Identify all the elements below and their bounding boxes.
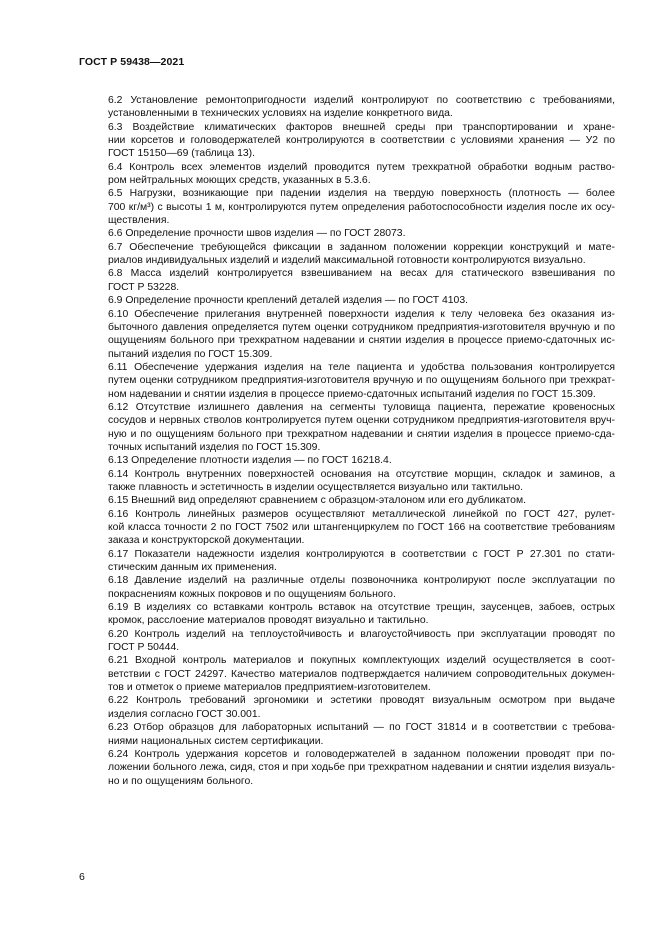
document-header: ГОСТ Р 59438—2021 xyxy=(79,56,185,68)
clause-paragraph xyxy=(79,548,615,575)
paragraph-line: ГОСТ Р 53228. xyxy=(108,281,180,293)
clause-paragraph xyxy=(79,654,615,694)
document-body xyxy=(79,94,615,788)
clause-paragraph xyxy=(79,361,615,401)
paragraph-line: 6.8 Масса изделий контролируется взвешиванием на весах для статического взвешивания по xyxy=(108,268,615,280)
clause-paragraph xyxy=(79,748,615,788)
paragraph-line: 6.24 Контроль удержания корсетов и головодержателей в заданном положении проводят при по- xyxy=(108,748,615,760)
paragraph-line: ниями национальных систем сертификации. xyxy=(108,735,324,747)
paragraph-line: 6.6 Определение прочности швов изделия — по ГОСТ 28073. xyxy=(108,228,406,240)
paragraph-line: ГОСТ Р 50444. xyxy=(108,642,180,654)
clause-paragraph xyxy=(79,401,615,454)
paragraph-line: тов и отметок о приеме материалов предприятием-изготовителем. xyxy=(108,682,431,694)
paragraph-line: точных испытаний изделия по ГОСТ 15.309. xyxy=(108,441,321,453)
paragraph-line: 6.4 Контроль всех элементов изделий проводится путем трехкратной обработки водным раство- xyxy=(108,161,615,173)
paragraph-line: 6.12 Отсутствие излишнего давления на сегменты туловища пациента, пережатие кровеносных xyxy=(108,401,615,413)
paragraph-line: покраснениям кожных покровов и по ощущениям больного. xyxy=(108,588,396,600)
clause-paragraph xyxy=(79,508,615,548)
paragraph-line: 6.3 Воздействие климатических факторов внешней среды при транспортировании и хране- xyxy=(108,121,615,133)
paragraph-line: ГОСТ 15150—69 (таблица 13). xyxy=(108,148,255,160)
clause-paragraph xyxy=(79,628,615,655)
paragraph-line: быточного давления определяется путем оценки сотрудником предприятия-изготовителя вручную и по xyxy=(108,321,615,333)
clause-paragraph xyxy=(79,227,615,240)
paragraph-line: 6.14 Контроль внутренних поверхностей основания на отсутствие морщин, складок и заминов, а xyxy=(108,468,615,480)
clause-paragraph xyxy=(79,94,615,121)
paragraph-line: 6.9 Определение прочности креплений деталей изделия — по ГОСТ 4103. xyxy=(108,295,469,307)
clause-paragraph xyxy=(79,294,615,307)
paragraph-line: 6.5 Нагрузки, возникающие при падении изделия на твердую поверхность (плотность — более xyxy=(108,188,615,200)
clause-paragraph xyxy=(79,721,615,748)
clause-paragraph xyxy=(79,454,615,467)
paragraph-line: 6.23 Отбор образцов для лабораторных испытаний — по ГОСТ 31814 и в соответствии с требова- xyxy=(108,722,615,734)
clause-paragraph xyxy=(79,241,615,268)
paragraph-line: ложении больного лежа, сидя, стоя и при ходьбе при трехкратном надевании и снятии изделия визуаль- xyxy=(108,762,615,774)
clause-paragraph xyxy=(79,267,615,294)
paragraph-line: 6.15 Внешний вид определяют сравнением с образцом-эталоном или его дубликатом. xyxy=(108,495,526,507)
clause-paragraph xyxy=(79,187,615,227)
paragraph-line: 6.2 Установление ремонтопригодности изделий контролируют по соответствию с требованиями, xyxy=(108,95,615,106)
paragraph-line: 6.20 Контроль изделий на теплоустойчивость и влагоустойчивость при эксплуатации проводят по xyxy=(108,628,615,640)
paragraph-line: 6.11 Обеспечение удержания изделия на теле пациента и удобства пользования контролируется xyxy=(108,361,615,373)
paragraph-line: ществления. xyxy=(108,215,170,227)
paragraph-line: 6.7 Обеспечение требующейся фиксации в заданном положении коррекции конструкций и мате- xyxy=(108,241,615,253)
paragraph-line: установленными в технических условиях на изделие конкретного вида. xyxy=(108,108,453,120)
paragraph-line: пытаний изделия по ГОСТ 15.309. xyxy=(108,348,273,360)
paragraph-line: 700 кг/м³) с высоты 1 м, контролируются путем определения работоспособности изделия после их осу- xyxy=(108,201,615,213)
paragraph-line: нии корсетов и головодержателей контролируются в соответствии с условиями хранения — У2 по xyxy=(108,135,615,147)
paragraph-line: но и по ощущениям больного. xyxy=(108,775,254,787)
paragraph-line: 6.21 Входной контроль материалов и покупных комплектующих изделий осуществляется в соот- xyxy=(108,655,615,667)
paragraph-line: заказа и конструкторской документации. xyxy=(108,535,305,547)
paragraph-line: кой класса точности 2 по ГОСТ 7502 или штангенциркулем по ГОСТ 166 на соответствие требованиям xyxy=(108,522,615,533)
paragraph-line: 6.19 В изделиях со вставками контроль вставок на отсутствие трещин, заусенцев, забоев, острых xyxy=(108,602,615,614)
clause-paragraph xyxy=(79,494,615,507)
paragraph-line: также плавность и эстетичность в изделии осуществляется визуально или тактильно. xyxy=(108,481,524,493)
paragraph-line: 6.13 Определение плотности изделия — по ГОСТ 16218.4. xyxy=(108,455,392,467)
paragraph-line: 6.16 Контроль линейных размеров осуществляют металлической линейкой по ГОСТ 427, рулет- xyxy=(108,508,615,520)
clause-paragraph xyxy=(79,468,615,495)
paragraph-line: 6.22 Контроль требований эргономики и эстетики проводят визуальным осмотром при выдаче xyxy=(108,695,615,707)
paragraph-line: 6.18 Давление изделий на различные отделы позвоночника контролируют после эксплуатации по xyxy=(108,575,615,587)
paragraph-line: кромок, расслоение материалов проводят визуально и тактильно. xyxy=(108,615,429,627)
paragraph-line: ощущениям больного при трехкратном надевании и снятии изделия в процессе приемо-сдаточных ис- xyxy=(108,335,615,347)
paragraph-line: ветствии с ГОСТ 24297. Качество материалов подтверждается наличием сопроводительных докумен- xyxy=(108,668,615,680)
paragraph-line: путем оценки сотрудником предприятия-изготовителя вручную и по ощущениям больного при трехкрат- xyxy=(108,375,615,387)
paragraph-line: ном надевании и снятии изделия в процессе приемо-сдаточных испытаний изделия по ГОСТ 15.309. xyxy=(108,388,596,400)
paragraph-line: 6.17 Показатели надежности изделия контролируются в соответствии с ГОСТ Р 27.301 по стати- xyxy=(108,548,615,560)
clause-paragraph xyxy=(79,694,615,721)
paragraph-line: риалов индивидуальных изделий и изделий максимальной готовности контролируются визуально. xyxy=(108,255,586,267)
paragraph-line: изделия согласно ГОСТ 30.001. xyxy=(108,708,261,720)
clause-paragraph xyxy=(79,161,615,188)
clause-paragraph xyxy=(79,121,615,161)
paragraph-line: сосудов и нервных стволов контролируется путем оценки сотрудником предприятия-изготовителя вруч- xyxy=(108,415,615,427)
clause-paragraph xyxy=(79,601,615,628)
paragraph-line: ром нейтральных моющих средств, указанных в 5.3.6. xyxy=(108,175,371,187)
paragraph-line: ную и по ощущениям больного при трехкратном надевании и снятии изделия в процессе приемо-сда- xyxy=(108,428,615,440)
paragraph-line: 6.10 Обеспечение прилегания внутренней поверхности изделия к телу человека без оказания из- xyxy=(108,308,615,320)
clause-paragraph xyxy=(79,308,615,361)
page-number: 6 xyxy=(79,871,85,883)
clause-paragraph xyxy=(79,574,615,601)
paragraph-line: стическим данным их применения. xyxy=(108,562,277,574)
